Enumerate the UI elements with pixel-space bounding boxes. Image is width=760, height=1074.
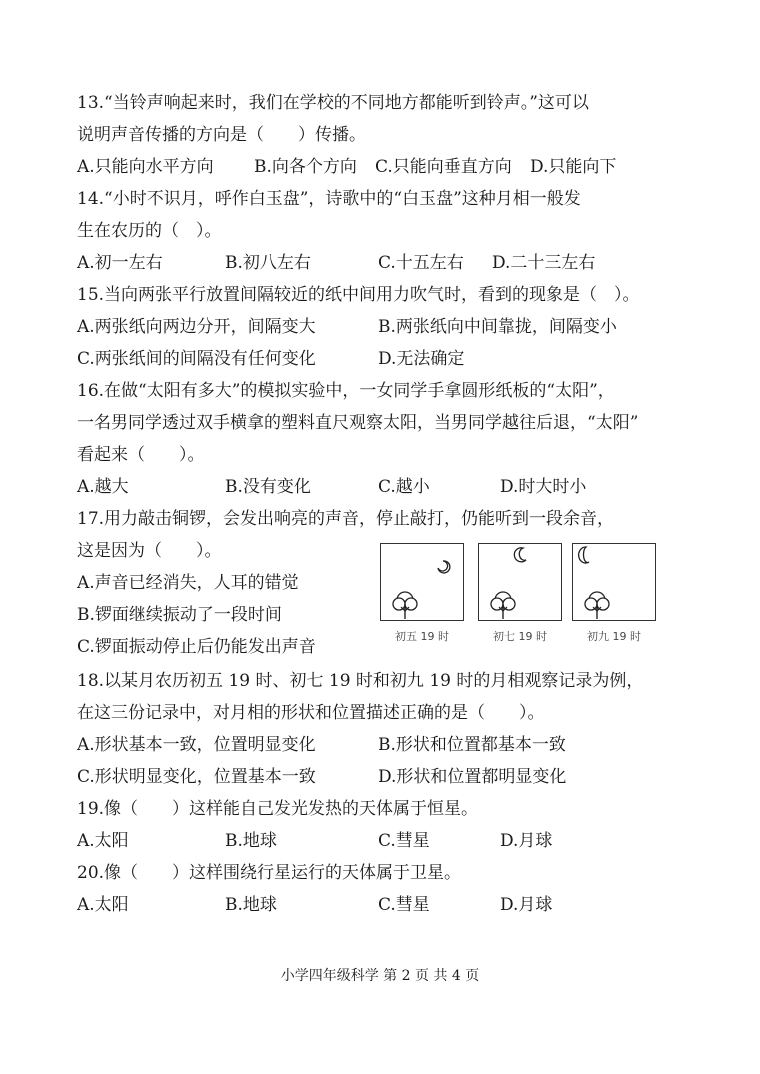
q17-stem-line1: 17.用力敲击铜锣，会发出响亮的声音，停止敲打，仍能听到一段余音， xyxy=(77,509,615,529)
q13-stem-line2: 说明声音传播的方向是（ ）传播。 xyxy=(77,125,366,145)
q17-option-b: B.锣面继续振动了一段时间 xyxy=(77,605,282,625)
q15-option-d: D.无法确定 xyxy=(378,349,465,369)
q16-option-c: C.越小 xyxy=(378,477,430,497)
q14-option-b: B.初八左右 xyxy=(225,253,311,273)
q18-option-d: D.形状和位置都明显变化 xyxy=(378,767,567,787)
q14-option-c: C.十五左右 xyxy=(378,253,464,273)
q19-option-b: B.地球 xyxy=(225,831,277,851)
q20-option-d: D.月球 xyxy=(500,895,553,915)
q18-option-a: A.形状基本一致，位置明显变化 xyxy=(77,735,316,755)
moon-panel-day5-drawing xyxy=(381,544,465,622)
q20-option-b: B.地球 xyxy=(225,895,277,915)
q13-option-b: B.向各个方向 xyxy=(254,157,357,177)
q17-option-a: A.声音已经消失，人耳的错觉 xyxy=(77,573,299,593)
moon-caption-day7: 初七 19 时 xyxy=(493,630,547,643)
q16-stem-line2: 一名男同学透过双手横拿的塑料直尺观察太阳，当男同学越往后退，“太阳” xyxy=(77,413,639,433)
moon-panel-day7 xyxy=(478,543,562,621)
q19-option-d: D.月球 xyxy=(500,831,553,851)
q18-option-b: B.形状和位置都基本一致 xyxy=(378,735,566,755)
q20-option-c: C.彗星 xyxy=(378,895,430,915)
q15-option-c: C.两张纸间的间隔没有任何变化 xyxy=(77,349,316,369)
q20-stem-line1: 20.像（ ）这样围绕行星运行的天体属于卫星。 xyxy=(77,863,462,883)
q19-stem-line1: 19.像（ ）这样能自己发光发热的天体属于恒星。 xyxy=(77,799,479,819)
q14-stem-line1: 14.“小时不识月，呼作白玉盘”，诗歌中的“白玉盘”这种月相一般发 xyxy=(77,189,581,209)
q18-option-c: C.形状明显变化，位置基本一致 xyxy=(77,767,316,787)
q16-option-d: D.时大时小 xyxy=(500,477,587,497)
q19-option-c: C.彗星 xyxy=(378,831,430,851)
moon-phase-figure xyxy=(380,543,656,647)
q15-option-b: B.两张纸向中间靠拢，间隔变小 xyxy=(378,317,617,337)
q13-option-a: A.只能向水平方向 xyxy=(77,157,214,177)
q18-stem-line1: 18.以某月农历初五 19 时、初七 19 时和初九 19 时的月相观察记录为例， xyxy=(77,671,644,691)
q16-option-b: B.没有变化 xyxy=(225,477,311,497)
q13-option-d: D.只能向下 xyxy=(530,157,617,177)
q13-stem-line1: 13.“当铃声响起来时，我们在学校的不同地方都能听到铃声。”这可以 xyxy=(77,93,589,113)
q18-stem-line2: 在这三份记录中，对月相的形状和位置描述正确的是（ ）。 xyxy=(77,703,545,723)
q14-option-d: D.二十三左右 xyxy=(492,253,596,273)
moon-caption-day9: 初九 19 时 xyxy=(587,630,641,643)
q19-option-a: A.太阳 xyxy=(77,831,129,851)
moon-panel-day5 xyxy=(380,543,464,621)
q16-stem-line3: 看起来（ ）。 xyxy=(77,445,205,465)
q15-stem-line1: 15.当向两张平行放置间隔较近的纸中间用力吹气时，看到的现象是（ ）。 xyxy=(77,285,640,305)
q20-option-a: A.太阳 xyxy=(77,895,129,915)
q14-option-a: A.初一左右 xyxy=(77,253,163,273)
page-footer: 小学四年级科学 第 2 页 共 4 页 xyxy=(280,968,480,984)
moon-panel-day9 xyxy=(572,543,656,621)
moon-caption-day5: 初五 19 时 xyxy=(395,630,449,643)
q13-option-c: C.只能向垂直方向 xyxy=(375,157,512,177)
q15-option-a: A.两张纸向两边分开，间隔变大 xyxy=(77,317,316,337)
q17-option-c: C.锣面振动停止后仍能发出声音 xyxy=(77,637,316,657)
q16-option-a: A.越大 xyxy=(77,477,129,497)
moon-panel-day9-drawing xyxy=(573,544,657,622)
q17-stem-line2: 这是因为（ ）。 xyxy=(77,541,222,561)
moon-panel-day7-drawing xyxy=(479,544,563,622)
q16-stem-line1: 16.在做“太阳有多大”的模拟实验中，一女同学手拿圆形纸板的“太阳”， xyxy=(77,381,615,401)
q14-stem-line2: 生在农历的（ ）。 xyxy=(77,221,222,241)
